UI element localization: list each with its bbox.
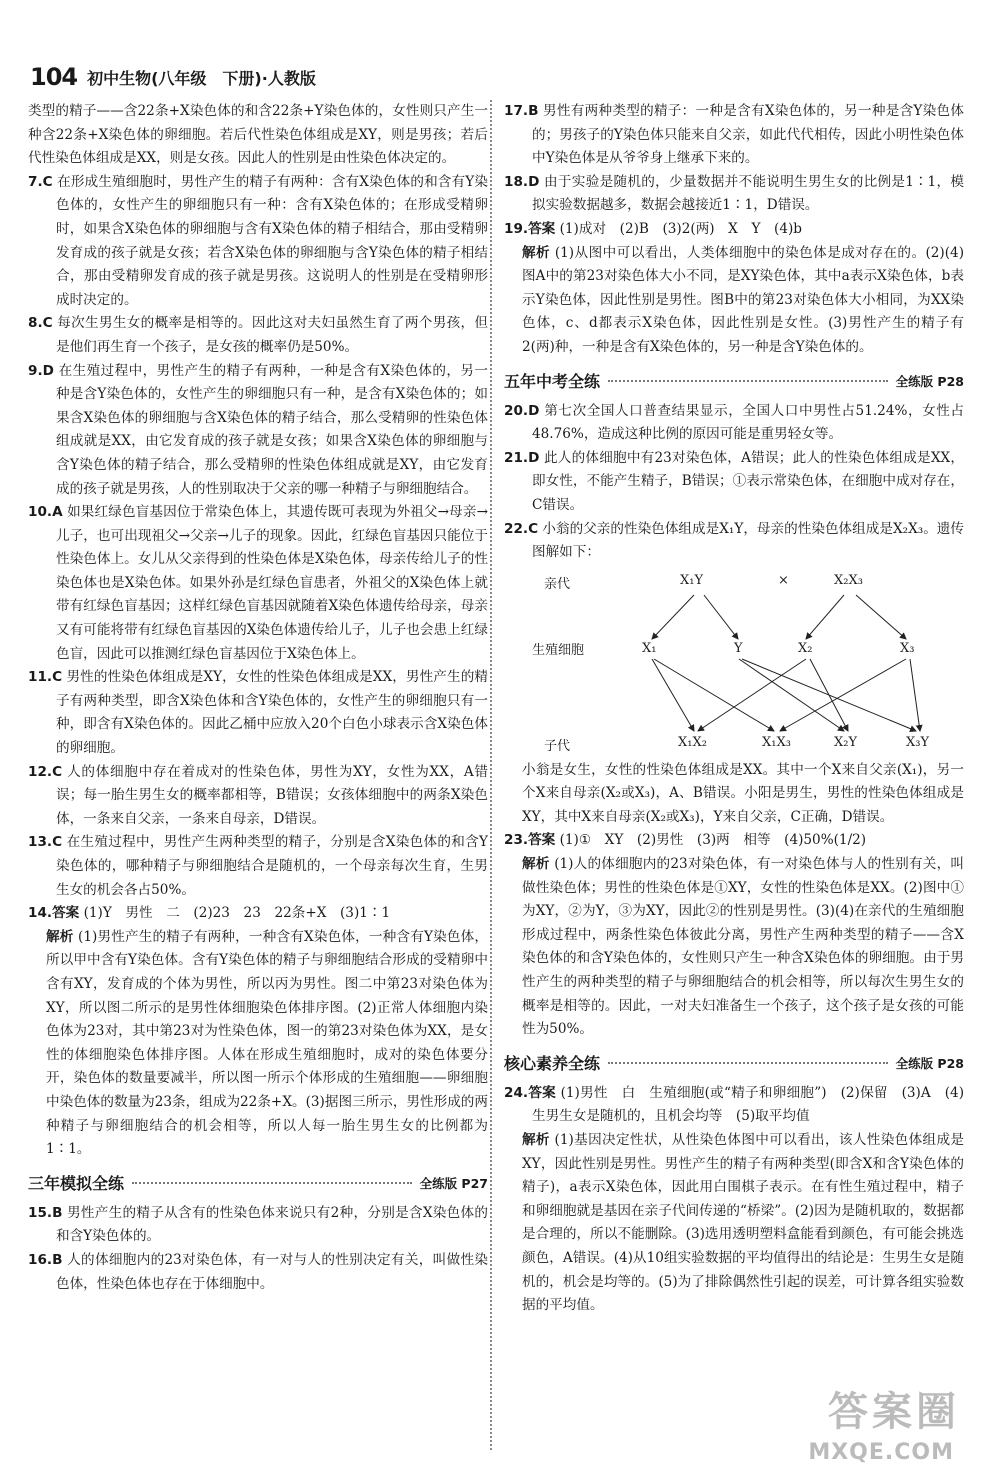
watermark-logo: 答案圈 <box>828 1389 960 1435</box>
row-label-offspring: 子代 <box>544 738 571 754</box>
inheritance-arrows <box>544 567 964 757</box>
intro-text: 类型的精子——含22条+X染色体的和含22条+Y染色体的，女性则只产生一种含22条+X染色体的卵细胞。若后代性染色体组成是XY，则是男孩；若后代性染色体组成是XX，则是女孩。因此人的性别是由性染色体决定的。 <box>28 103 488 167</box>
answer-item: 16.B 人的体细胞内的23对染色体，有一对与人的性别决定有关，叫做性染色体，性染色体也存在于体细胞中。 <box>28 1251 489 1292</box>
gamete: Y <box>734 640 743 656</box>
answer-item: 23.答案 (1)① XY (2)男性 (3)两 相等 (4)50%(1/2) <box>504 832 867 849</box>
analysis: 解析 (1)从图中可以看出，人类体细胞中的染色体是成对存在的。(2)(4)图A中的第23对染色体大小不同，是XY染色体，其中a表示X染色体，b表示Y染色体，因此性别是男性。图B中的第23对染色体大小相同，为XX染色体，c、d都表示X染色体，因此性别是女性。(3)男性产生的精子有2(两)种，一种是含有X染色体的，另一种是含Y染色体的。 <box>522 244 964 355</box>
row-label-parents: 亲代 <box>544 576 571 592</box>
cross-symbol: × <box>778 572 789 588</box>
answer-item: 12.C 人的体细胞中存在着成对的性染色体，男性为XY，女性为XX，A错误；每一胎生男生女的概率都相等，B错误；女孩体细胞中的两条X染色体，一条来自父亲，一条来自母亲，D错误。 <box>28 763 488 827</box>
offspring: X₁X₂ <box>678 734 707 750</box>
section-header: 核心素养全练 全练版 P28 <box>504 1054 964 1074</box>
answer-item: 13.C 在生殖过程中，男性产生两种类型的精子，分别是含X染色体的和含Y染色体的，哪种精子与卵细胞结合是随机的，一个母亲每次生育，生男生女的机会各占50%。 <box>28 834 488 898</box>
answer-item: 19.答案 (1)成对 (2)B (3)2(两) X Y (4)b <box>504 220 802 237</box>
answer-item: 24.答案 (1)男性 白 生殖细胞(或“精子和卵细胞”) (2)保留 (3)A (4)生男生女是随机的，且机会均等 (5)取平均值 <box>504 1084 965 1125</box>
analysis: 解析 (1)男性产生的精子有两种，一种含有X染色体，一种含有Y染色体，所以甲中含有Y染色体。含有Y染色体的精子与卵细胞结合形成的受精卵中含有XY，发育成的个体为男性，所以丙为男性。图二中第23对染色体为XY，所以图二所示的是男性体细胞染色体排序图。(2)正常人体细胞内染色体为23对，其中第23对为性染色体，图一的第23对染色体为XX，是女性的体细胞染色体排序图。人体在形成生殖细胞时，成对的染色体要分开，染色体的数量要减半，所以图一所示个体形成的生殖细胞——卵细胞中染色体的数量为23条，组成为22条+X。(3)据图三所示，男性形成的两种精子与卵细胞结合的机会相等，所以人每一胎生男生女的比例都为1∶1。 <box>46 928 489 1158</box>
arrow-mother-x3 <box>856 595 906 639</box>
arrow-mother-x2 <box>806 595 844 639</box>
answer-item: 9.D 在生殖过程中，男性产生的精子有两种，一种是含有X染色体的，另一种是含Y染色体的，女性产生的卵细胞只有一种，是含有X染色体的；如果含X染色体的卵细胞与含X染色体的精子结合，那么受精卵的性染色体组成就是XX，由它发育成的孩子就是女孩；如果含X染色体的卵细胞与含Y染色体的精子结合，那么受精卵的性染色体组成就是XY，由它发育成的孩子就是男孩，人的性别取决于父亲的哪一种精子与卵细胞结合。 <box>28 362 488 497</box>
arrow-x3-o4 <box>910 659 920 731</box>
section-header: 五年中考全练 全练版 P28 <box>504 372 964 392</box>
page-header <box>30 62 316 92</box>
answer-item: 21.D 此人的体细胞中有23对染色体，A错误；此人的性染色体组成是XX，即女性，不能产生精子，B错误；①表示常染色体，在细胞中成对存在，C错误。 <box>504 449 965 513</box>
offspring: X₁X₃ <box>762 734 791 750</box>
answer-item: 8.C 每次生男生女的概率是相等的。因此这对夫妇虽然生育了两个男孩，但是他们再生育一个孩子，是女孩的概率仍是50%。 <box>28 315 488 355</box>
gamete: X₂ <box>798 640 813 656</box>
watermark-url: MXQE.COM <box>808 1440 954 1465</box>
analysis: 解析 (1)人的体细胞内的23对染色体，有一对染色体与人的性别有关，叫做性染色体；男性的性染色体是①XY，女性的性染色体是XX。(2)图中①为XY，②为Y，③为XY，因此②的性别是男性。(3)(4)在亲代的生殖细胞形成过程中，两条性染色体彼此分离，男性产生两种类型的精子——含X染色体的和含Y染色体的，女性则只产生一种含X染色体的卵细胞。由于男性产生的两种类型的精子与卵细胞结合的机会相等，所以每次生男生女的概率是相等的。因此，一对夫妇准备生一个孩子，这个孩子是女孩的可能性为50%。 <box>522 856 964 1038</box>
page-number: 104 <box>30 63 78 91</box>
row-label-gametes: 生殖细胞 <box>532 642 585 658</box>
answer-item: 18.D 由于实验是随机的，少量数据并不能说明生男生女的比例是1∶1，模拟实验数据越多，数据会越接近1∶1，D错误。 <box>504 173 964 214</box>
answer-item: 17.B 男性有两种类型的精子：一种是含有X染色体的，另一种是含Y染色体的；男孩子的Y染色体只能来自父亲，如此代代相传，因此小明性染色体中Y染色体是从爷爷身上继承下来的。 <box>504 103 964 167</box>
gamete: X₁ <box>642 640 657 656</box>
arrow-father-y <box>704 595 738 639</box>
section-header: 三年模拟全练 全练版 P27 <box>28 1174 488 1194</box>
arrow-father-x1 <box>652 595 694 639</box>
book-title: 初中生物(八年级 下册)·人教版 <box>87 68 316 88</box>
answer-item: 11.C 男性的性染色体组成是XY，女性的性染色体组成是XX，男性产生的精子有两种类型，即含X染色体和含Y染色体的，女性产生的卵细胞只有一种，即含有X染色体的。因此乙桶中应放入20个白色小球表示含X染色体的卵细胞。 <box>28 669 488 757</box>
column-divider <box>490 100 492 1450</box>
left-column <box>28 100 488 1296</box>
offspring: X₃Y <box>906 734 930 750</box>
inheritance-diagram <box>532 567 964 757</box>
answer-item: 7.C 在形成生殖细胞时，男性产生的精子有两种：含有X染色体的和含有Y染色体的，女性产生的卵细胞只有一种：含有X染色体的；在形成受精卵时，如果含X染色体的卵细胞与含有X染色体的精子相结合，那由受精卵发育成的孩子就是女孩；若含X染色体的卵细胞与含Y染色体的精子相结合，那由受精卵发育成的孩子就是男孩。这说明人的性别是在受精卵形成时决定的。 <box>28 173 488 308</box>
arrow-x1-o1 <box>652 659 694 731</box>
offspring: X₂Y <box>834 734 858 750</box>
right-column <box>504 100 964 1318</box>
analysis: 小翁是女生，女性的性染色体组成是XX。其中一个X来自父亲(X₁)，另一个X来自母亲(X₂或X₃)，A、B错误。小阳是男生，男性的性染色体组成是XY，其中X来自母亲(X₂或X₃)，Y来自父亲，C正确，D错误。 <box>522 761 964 825</box>
answer-item: 14.答案 (1)Y 男性 二 (2)23 23 22条+X (3)1∶1 <box>28 905 391 922</box>
mother-genotype: X₂X₃ <box>834 572 863 588</box>
analysis: 解析 (1)基因决定性状，从性染色体图中可以看出，该人性染色体组成是XY，因此性别是男性。男性产生的精子有两种类型(即含X和含Y染色体的精子)，a表示X染色体，因此用白围棋子表示。在有性生殖过程中，精子和卵细胞就是基因在亲子代间传递的“桥梁”。(2)因为是随机取的，数据都是合理的，所以不能删除。(3)选用透明塑料盒能看到颜色，有可能会挑选颜色，A错误。(4)从10组实验数据的平均值得出的结论是：生男生女是随机的，机会是均等的。(5)为了排除偶然性引起的误差，可计算各组实验数据的平均值。 <box>522 1132 964 1314</box>
answer-item: 10.A 如果红绿色盲基因位于常染色体上，其遗传既可表现为外祖父→母亲→儿子，也可出现祖父→父亲→儿子的现象。因此，红绿色盲基因只能位于性染色体上。女儿从父亲得到的性染色体是X染色体，母亲传给儿子的性染色体也是X染色体。如果外孙是红绿色盲患者，外祖父的X染色体上就带有红绿色盲基因；这样红绿色盲基因就随着X染色体遗传给母亲，母亲又有可能将带有红绿色盲基因的X染色体遗传给儿子，儿子也会患上红绿色盲，因此可以推测红绿色盲基因位于X染色体上。 <box>28 504 488 662</box>
answer-item: 22.C 小翁的父亲的性染色体组成是X₁Y，母亲的性染色体组成是X₂X₃。遗传图解如下： <box>504 520 965 561</box>
answer-item: 15.B 男性产生的精子从含有的性染色体来说只有2种，分别是含X染色体的和含Y染色体的。 <box>28 1204 488 1245</box>
answer-item: 20.D 第七次全国人口普查结果显示，全国人口中男性占51.24%，女性占48.76%，造成这种比例的原因可能是重男轻女等。 <box>504 402 964 443</box>
arrow-x3-o2 <box>780 659 906 731</box>
gamete: X₃ <box>900 640 915 656</box>
father-genotype: X₁Y <box>680 572 704 588</box>
